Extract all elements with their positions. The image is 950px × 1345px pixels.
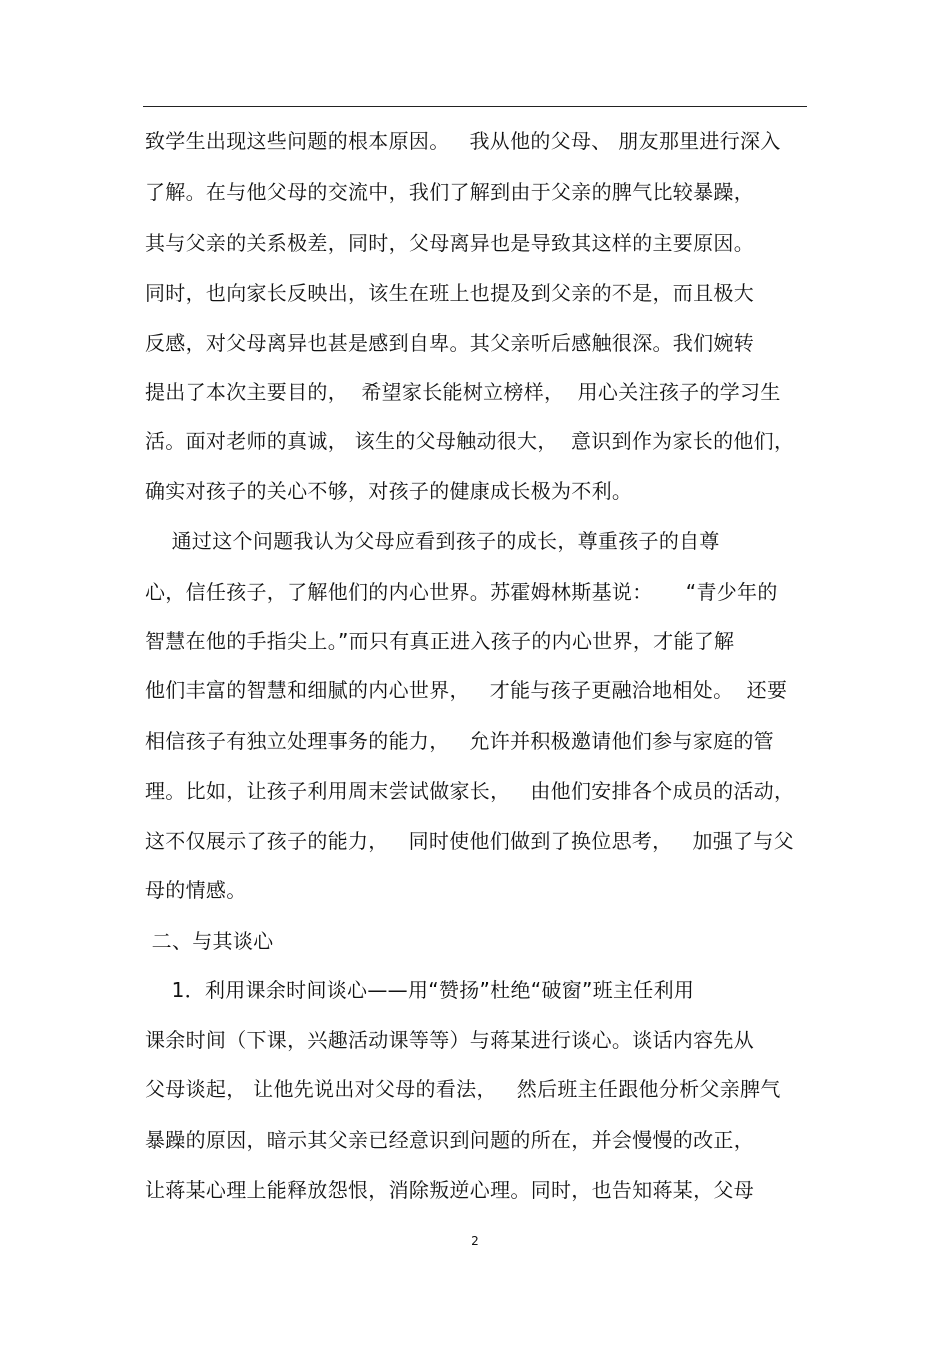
text-line: 1．利用课余时间谈心——用“赞扬”杜绝“破窗”班主任利用 (145, 978, 695, 1002)
text-line: 通过这个问题我认为父母应看到孩子的成长，尊重孩子的自尊 (145, 529, 720, 553)
text-line: 活。面对老师的真诚， 该生的父母触动很大， 意识到作为家长的他们， (145, 429, 795, 453)
text-line: 相信孩子有独立处理事务的能力， 允许并积极邀请他们参与家庭的管 (145, 729, 774, 753)
text-line: 他们丰富的智慧和细腻的内心世界， 才能与孩子更融洽地相处。 还要 (145, 678, 788, 702)
text-line: 了解。在与他父母的交流中，我们了解到由于父亲的脾气比较暴躁， (145, 180, 754, 204)
text-line: 课余时间（下课，兴趣活动课等等）与蒋某进行谈心。谈话内容先从 (145, 1028, 754, 1052)
text-line: 提出了本次主要目的， 希望家长能树立榜样， 用心关注孩子的学习生 (145, 380, 781, 404)
text-line: 父母谈起， 让他先说出对父母的看法， 然后班主任跟他分析父亲脾气 (145, 1077, 781, 1101)
text-line: 让蒋某心理上能释放怨恨，消除叛逆心理。同时，也告知蒋某，父母 (145, 1178, 754, 1202)
text-line: 同时，也向家长反映出，该生在班上也提及到父亲的不是，而且极大 (145, 281, 754, 305)
text-line: 反感，对父母离异也甚是感到自卑。其父亲听后感触很深。我们婉转 (145, 331, 754, 355)
page-number: 2 (471, 1234, 479, 1248)
section-heading: 二、与其谈心 (145, 929, 274, 953)
text-line: 暴躁的原因，暗示其父亲已经意识到问题的所在，并会慢慢的改正， (145, 1128, 754, 1152)
text-line: 其与父亲的关系极差，同时，父母离异也是导致其这样的主要原因。 (145, 231, 754, 255)
text-line: 母的情感。 (145, 878, 247, 902)
text-line: 心，信任孩子，了解他们的内心世界。苏霍姆林斯基说： “青少年的 (145, 580, 778, 604)
text-line: 这不仅展示了孩子的能力， 同时使他们做到了换位思考， 加强了与父 (145, 829, 794, 853)
text-line: 理。比如，让孩子利用周末尝试做家长， 由他们安排各个成员的活动， (145, 779, 795, 803)
header-rule (143, 106, 807, 107)
text-line: 智慧在他的手指尖上。”而只有真正进入孩子的内心世界，才能了解 (145, 629, 735, 653)
text-line: 致学生出现这些问题的根本原因。 我从他的父母、 朋友那里进行深入 (145, 129, 781, 153)
text-line: 确实对孩子的关心不够，对孩子的健康成长极为不利。 (145, 479, 633, 503)
